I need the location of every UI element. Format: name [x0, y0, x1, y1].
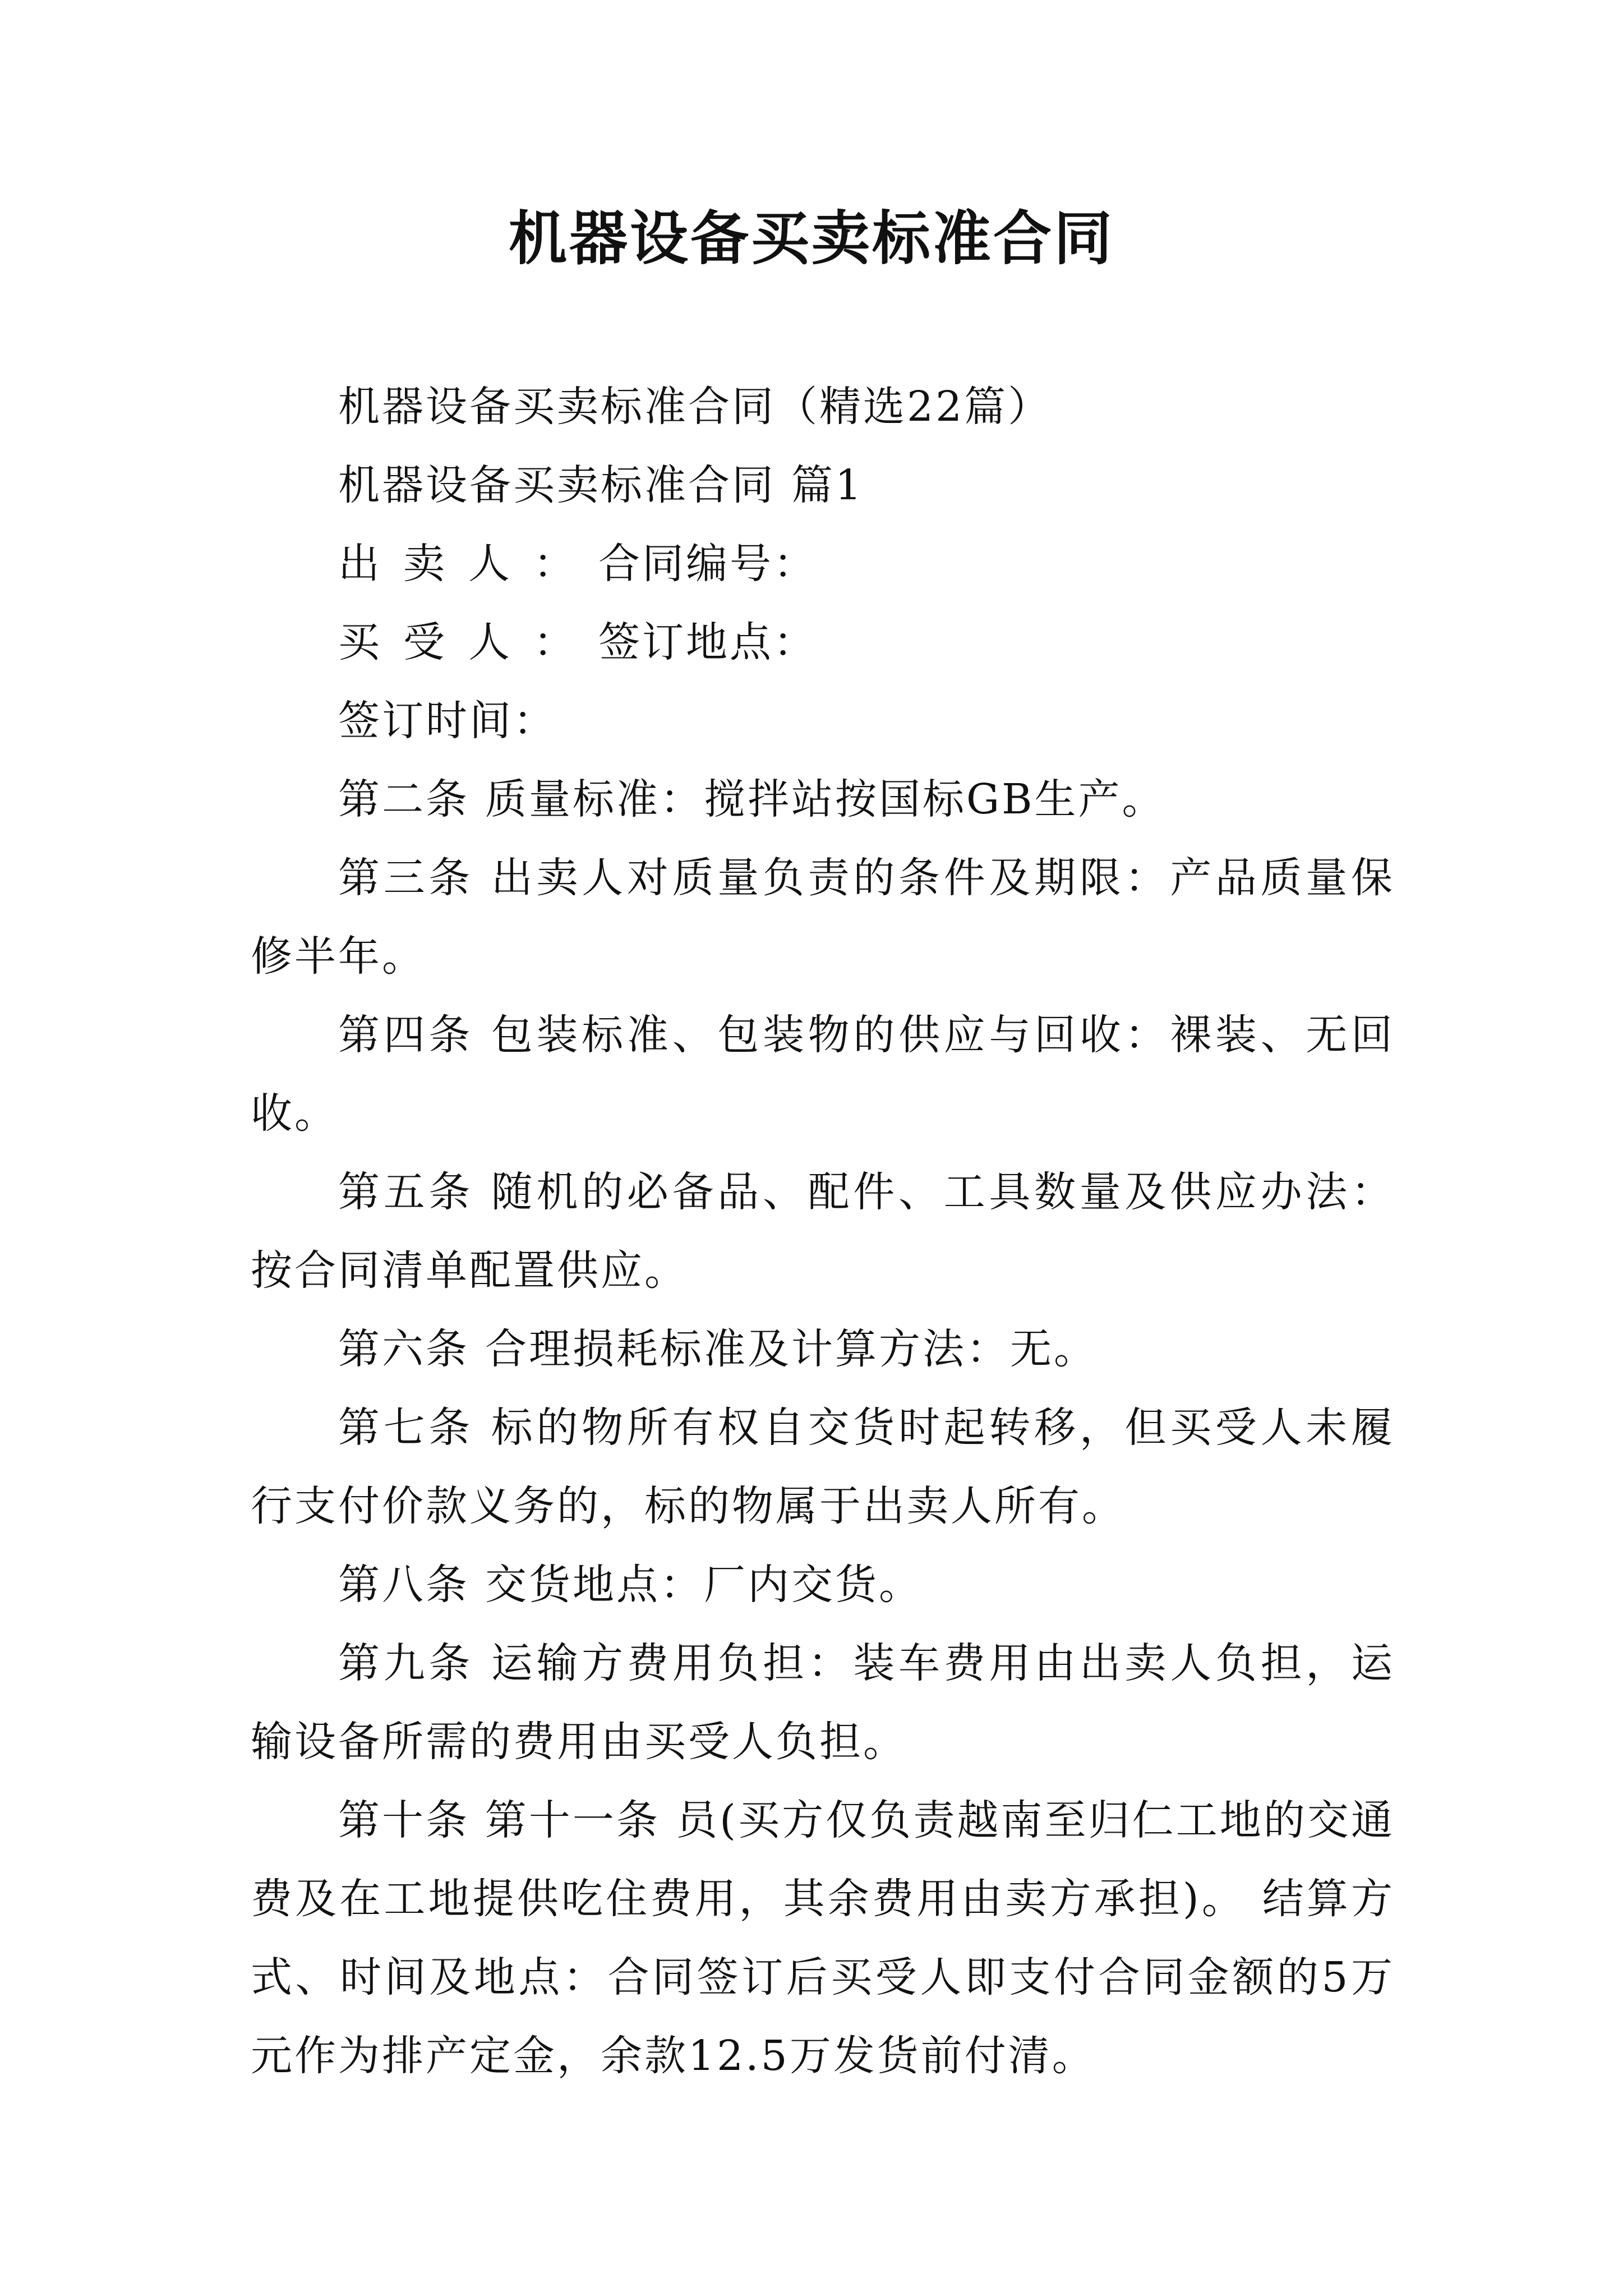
clause-heading: 第十条 第十一条 [338, 1796, 661, 1844]
clause-heading: 第九条 [338, 1639, 474, 1687]
seller-row [251, 524, 1395, 603]
clause-text: 交货地点：厂内交货。 [485, 1561, 923, 1609]
clause-6 [251, 1310, 1395, 1388]
contract-number-label: 合同编号： [598, 540, 817, 588]
clause-text: 出卖人对质量负责的条件及期限：产品质量保修半年。 [251, 854, 1395, 981]
signing-place-label: 签订地点： [598, 618, 817, 666]
clause-heading: 第五条 [338, 1168, 474, 1216]
clause-heading: 第二条 [338, 775, 469, 823]
clause-heading: 第三条 [338, 854, 474, 902]
section-heading-name: 机器设备买卖标准合同 [338, 461, 776, 509]
clause-heading: 第四条 [338, 1011, 474, 1059]
clause-7 [251, 1388, 1395, 1545]
buyer-row [251, 603, 1395, 682]
clause-text: 合理损耗标准及计算方法：无。 [485, 1325, 1098, 1373]
buyer-label: 买受人： [338, 618, 598, 666]
clause-text: 运输方费用负担：装车费用由出卖人负担，运输设备所需的费用由买受人负担。 [251, 1639, 1395, 1766]
signing-time-label: 签订时间： [338, 697, 557, 745]
clause-heading: 第八条 [338, 1561, 469, 1609]
section-heading-number: 篇1 [791, 461, 864, 509]
clause-5 [251, 1153, 1395, 1310]
clause-heading: 第七条 [338, 1404, 474, 1452]
clause-text: 标的物所有权自交货时起转移，但买受人未履行支付价款义务的，标的物属于出卖人所有。 [251, 1404, 1395, 1530]
clause-text: 质量标准：搅拌站按国标GB生产。 [485, 775, 1166, 823]
clause-heading: 第六条 [338, 1325, 469, 1373]
seller-label: 出卖人： [338, 540, 598, 588]
document-subtitle: 机器设备买卖标准合同（精选22篇） [338, 383, 1052, 431]
clause-text: 员(买方仅负责越南至归仁工地的交通费及在工地提供吃住费用，其余费用由卖方承担)。 结算方式、时间及地点：合同签订后买受人即支付合同金额的5万元作为排产定金，余款12.5万发货前付清。 [251, 1796, 1395, 2080]
document-body [251, 367, 1395, 2095]
clause-9 [251, 1624, 1395, 1781]
section-heading [251, 446, 1395, 524]
clause-2 [251, 760, 1395, 839]
clause-10-11 [251, 1781, 1395, 2095]
document-title: 机器设备买卖标准合同 [508, 204, 1114, 273]
clause-text: 包装标准、包装物的供应与回收：裸装、无回收。 [251, 1011, 1395, 1138]
clause-3 [251, 839, 1395, 996]
clause-4 [251, 996, 1395, 1153]
clause-text: 随机的必备品、配件、工具数量及供应办法：按合同清单配置供应。 [251, 1168, 1395, 1295]
clause-8 [251, 1545, 1395, 1624]
